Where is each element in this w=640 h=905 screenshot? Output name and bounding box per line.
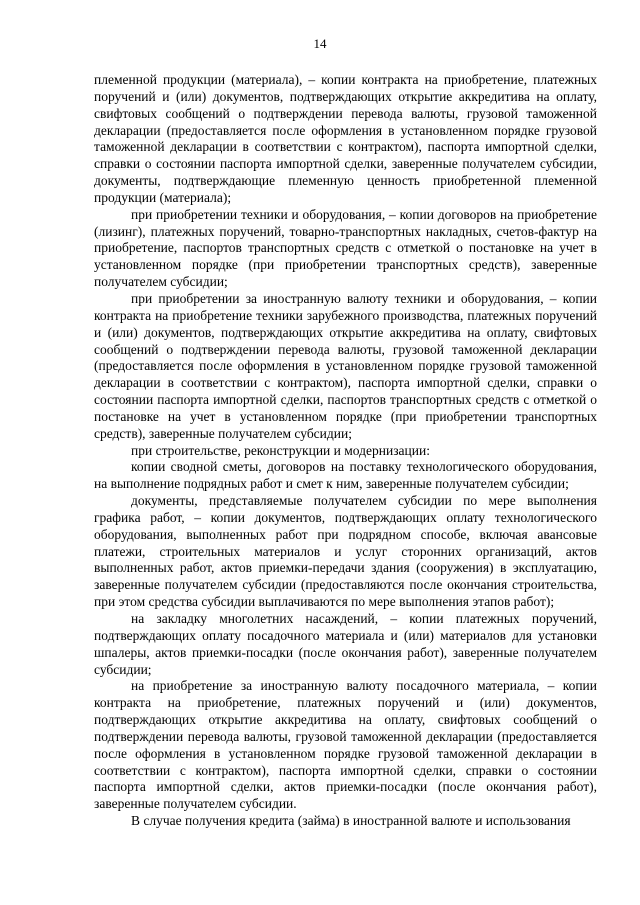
paragraph-7: на закладку многолетних насаждений, – копии платежных поручений, подтверждающих оплату посадочного материала и (или) материалов для установки шпалеры, актов приемки-посадки (после окончания работ), заверенные получателем субсидии; [94,611,597,677]
paragraph-8: на приобретение за иностранную валюту посадочного материала, – копии контракта на приобретение, платежных поручений и (или) документов, подтверждающих открытие аккредитива на оплату, свифтовых сообщений о подтверждении перевода валюты, грузовой таможенной декларации (предоставляется после оформления в установленном порядке грузовой таможенной декларации в соответствии с контрактом), паспорта импортной сделки, справки о состоянии паспорта импортной сделки, актов приемки-посадки (после окончания работ), заверенные получателем субсидии. [94,678,597,812]
paragraph-9: В случае получения кредита (займа) в иностранной валюте и использования [131,813,571,829]
paragraph-5: копии сводной сметы, договоров на поставку технологического оборудования, на выполнение подрядных работ и смет к ним, заверенные получателем субсидии; [94,459,597,492]
paragraph-6: документы, представляемые получателем субсидии по мере выполнения графика работ, – копии документов, подтверждающих оплату технологического оборудования, выполненных работ при подрядном способе, включая авансовые платежи, строительных материалов и услуг сторонних организаций, актов выполненных работ, актов приемки-передачи здания (сооружения) в эксплуатацию, заверенные получателем субсидии (предоставляются после окончания строительства, при этом средства субсидии выплачиваются по мере выполнения этапов работ); [94,493,597,610]
paragraph-3: при приобретении за иностранную валюту техники и оборудования, – копии контракта на приобретение техники зарубежного производства, платежных поручений и (или) документов, подтверждающих открытие аккредитива на оплату, свифтовых сообщений о подтверждении перевода валюты, грузовой таможенной декларации (предоставляется после оформления в установленном порядке грузовой таможенной декларации в соответствии с контрактом), паспорта импортной сделки, справки о состоянии паспорта импортной сделки, паспортов транспортных средств с отметкой о постановке на учет в установленном порядке (при приобретении транспортных средств), заверенные получателем субсидии; [94,290,597,441]
document-body [94,72,597,830]
paragraph-1: племенной продукции (материала), – копии контракта на приобретение, платежных поручений и (или) документов, подтверждающих открытие аккредитива на оплату, свифтовых сообщений о подтверждении перевода валюты, грузовой таможенной декларации (предоставляется после оформления в установленном порядке грузовой таможенной декларации в соответствии с контрактом), паспорта импортной сделки, справки о состоянии паспорта импортной сделки, заверенные получателем субсидии, документы, подтверждающие племенную ценность приобретенной племенной продукции (материала); [94,72,597,205]
paragraph-4: при строительстве, реконструкции и модернизации: [131,442,430,458]
paragraph-2: при приобретении техники и оборудования, – копии договоров на приобретение (лизинг), платежных поручений, товарно-транспортных накладных, счетов-фактур на приобретение, паспортов транспортных средств с отметкой о постановке на учет в установленном порядке (при приобретении транспортных средств), заверенные получателем субсидии; [94,206,597,290]
page-number: 14 [313,36,327,51]
